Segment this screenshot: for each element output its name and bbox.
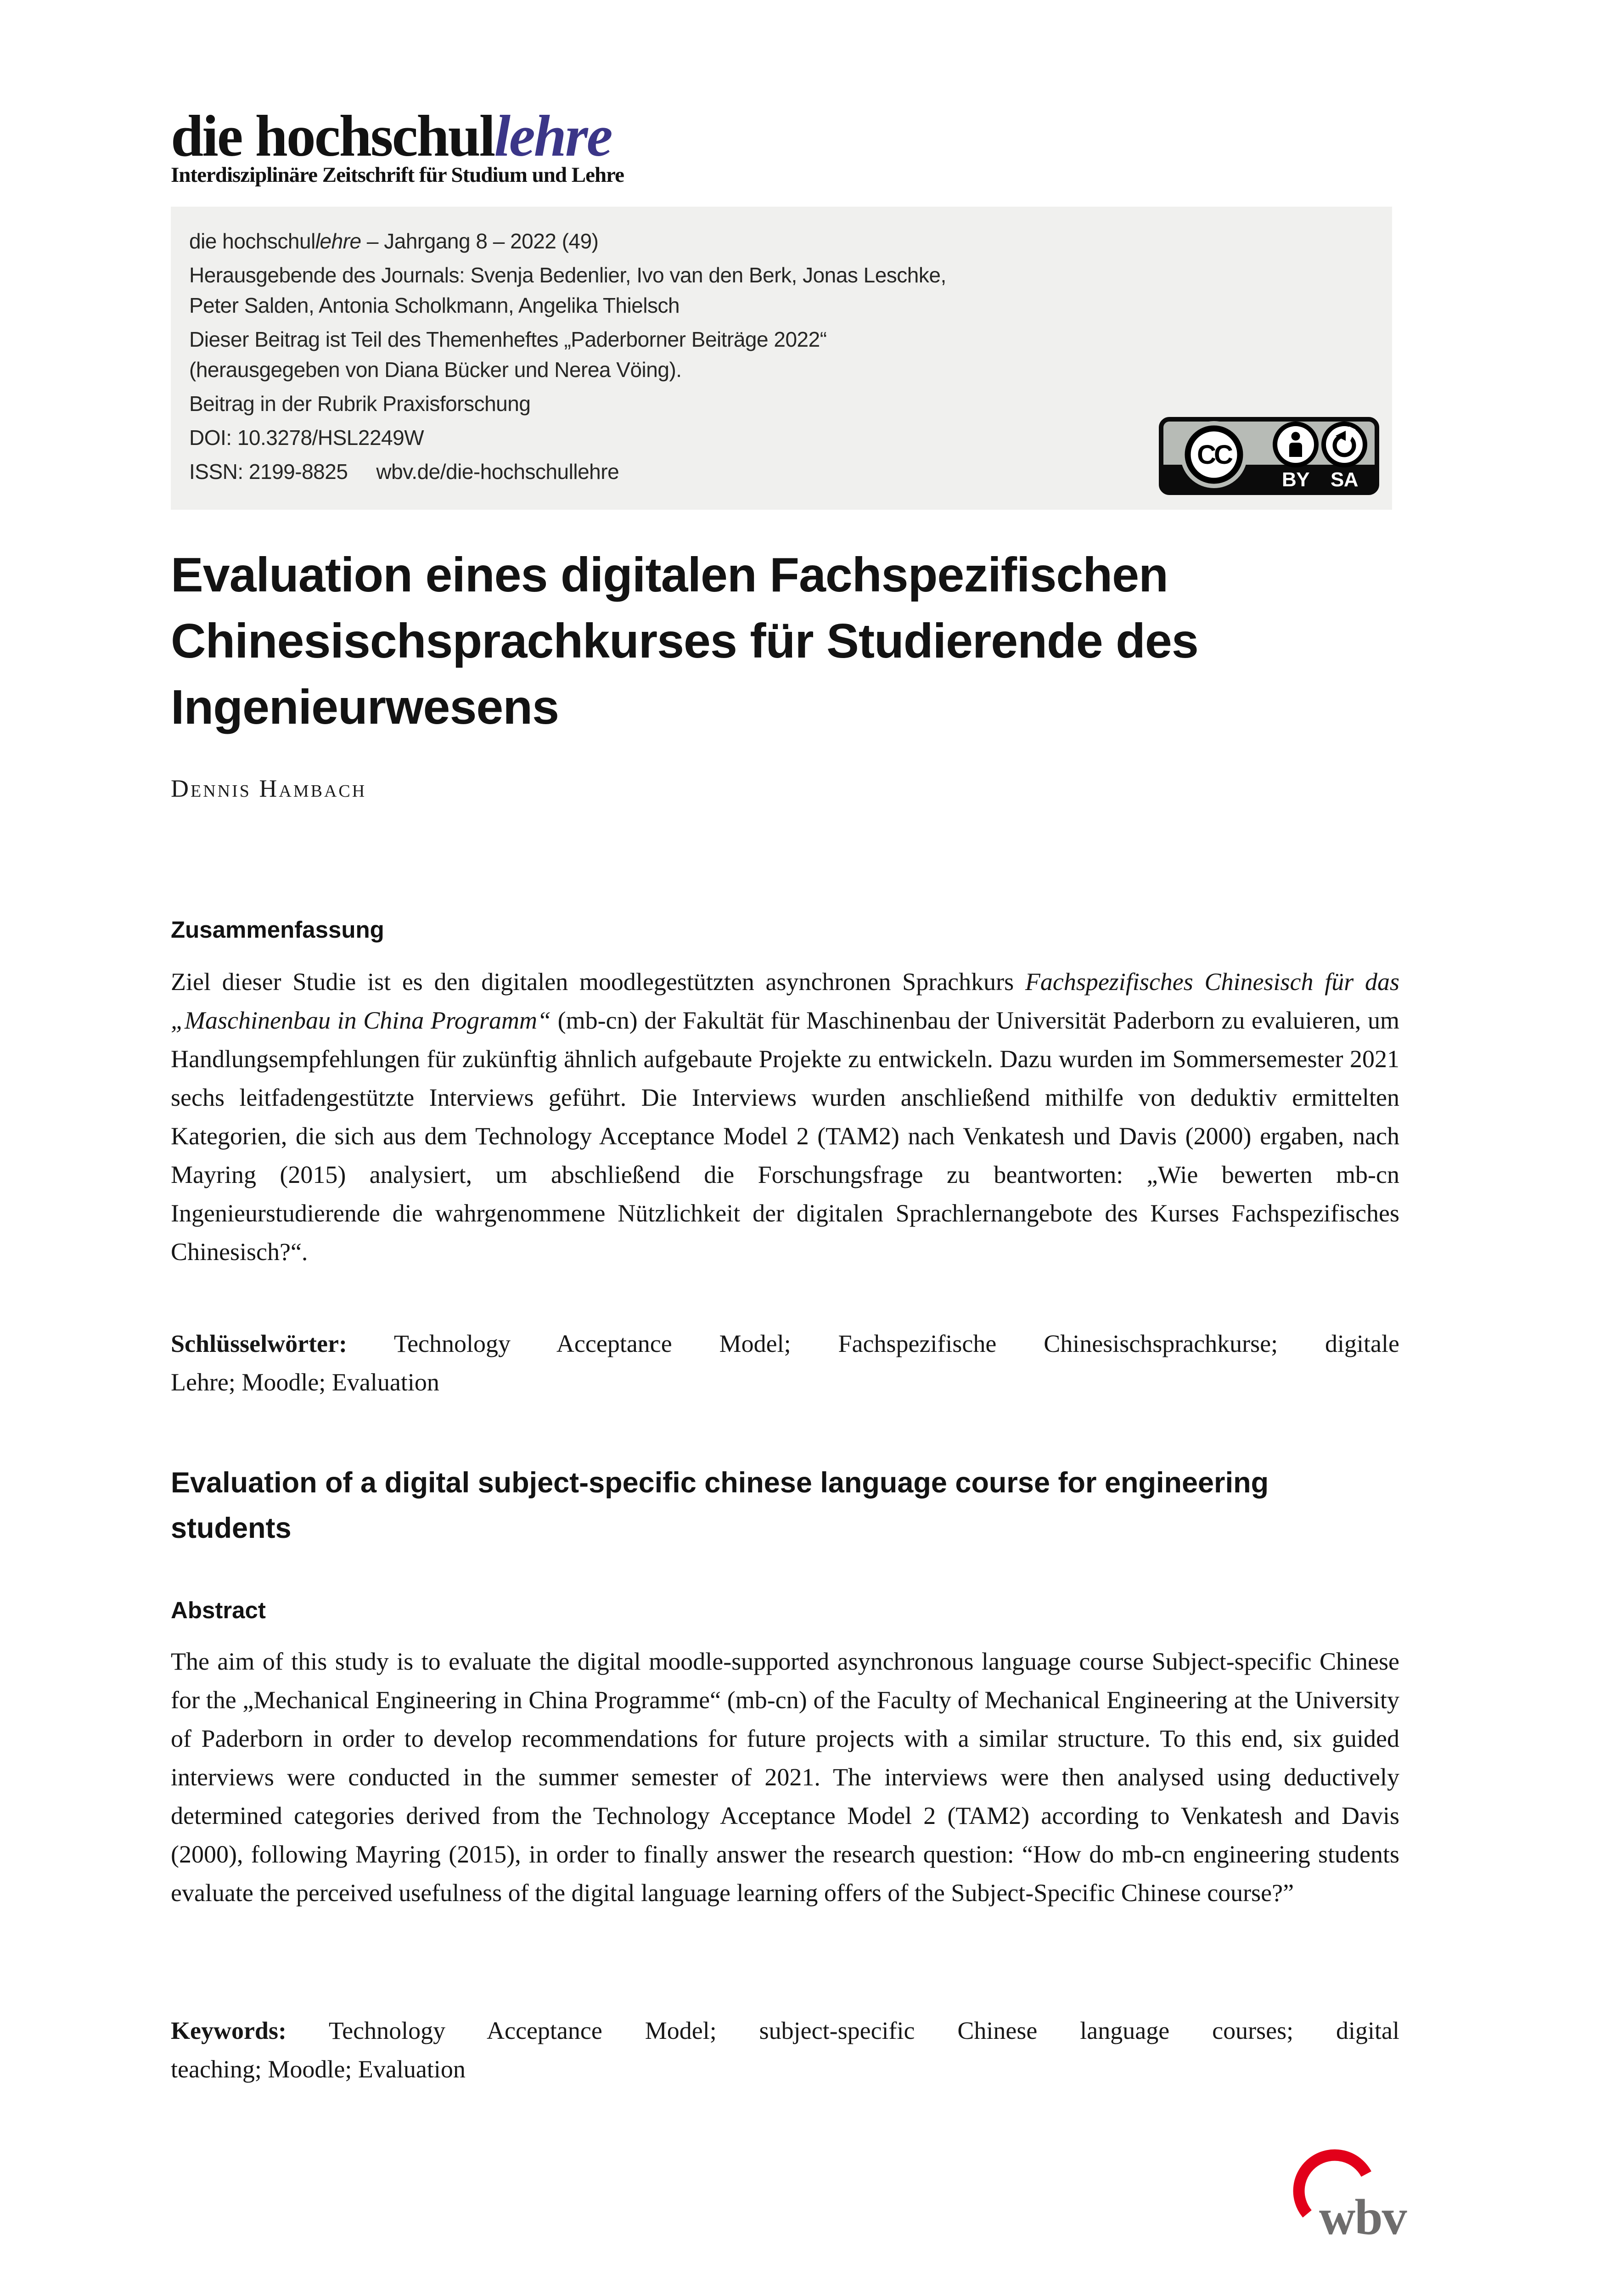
meta-box xyxy=(171,207,1392,510)
wbv-logo xyxy=(1283,2147,1412,2243)
author-name: Dennis Hambach xyxy=(171,775,367,802)
cc-logo-icon xyxy=(1184,424,1244,485)
keywords-de-line2: Lehre; Moodle; Evaluation xyxy=(171,1368,439,1396)
keywords-en-line1: Keywords: Technology Acceptance Model; subject-specific Chinese language courses; digital xyxy=(171,2017,1399,2044)
logo-wordmark-accent: lehre xyxy=(494,103,612,169)
keywords-en-line2: teaching; Moodle; Evaluation xyxy=(171,2055,466,2083)
logo-subtitle: Interdisziplinäre Zeitschrift für Studium und Lehre xyxy=(171,163,624,187)
issue-line: die hochschullehre – Jahrgang 8 – 2022 (49) xyxy=(189,229,599,253)
wbv-wordmark: wbv xyxy=(1319,2189,1406,2243)
logo-wordmark xyxy=(171,103,624,169)
cc-sa-icon xyxy=(1324,424,1365,465)
editors-line: Herausgebende des Journals: Svenja Bedenlier, Ivo van den Berk, Jonas Leschke, Peter Salden, Antonia Scholkmann, Angelika Thielsch xyxy=(189,263,946,317)
keywords-en xyxy=(171,2011,1399,2088)
abstract-de: Ziel dieser Studie ist es den digitalen moodlegestützten asynchronen Sprachkurs Fachspezifisches Chinesisch für das „Maschinenbau in China Programm“ (mb-cn) der Fakultät für Maschinenbau der Universität Paderborn zu evaluieren, um Handlungsempfehlungen für zukünftig ähnlich aufgebaute Projekte zu entwickeln. Dazu wurden im Sommersemester 2021 sechs leitfadengestützte Interviews geführt. Die Interviews wurden anschließend mithilfe von deduktiv ermittelten Kategorien, die sich aus dem Technology Acceptance Model 2 (TAM2) nach Venkatesh und Davis (2000) ergaben, nach Mayring (2015) analysiert, um abschließend die Forschungsfrage zu beantworten: „Wie bewerten mb-cn Ingenieurstudierende die wahrgenommene Nützlichkeit der digitalen Sprachlernangebote des Kurses Fachspezifisches Chinesisch?“. xyxy=(171,968,1399,1266)
rubric-line: Beitrag in der Rubrik Praxisforschung xyxy=(189,392,531,416)
heading-zusammenfassung: Zusammenfassung xyxy=(171,917,384,943)
article-title-de: Evaluation eines digitalen Fachspezifischen Chinesischsprachkurses für Studierende des Ingenieurwesens xyxy=(171,548,1198,734)
website-link[interactable]: wbv.de/die-hochschullehre xyxy=(376,460,619,484)
cc-license-badge xyxy=(1159,417,1379,495)
heading-abstract: Abstract xyxy=(171,1597,266,1623)
svg-text:CC: CC xyxy=(1197,440,1231,470)
keywords-de xyxy=(171,1324,1399,1401)
article-title-en: Evaluation of a digital subject-specific chinese language course for engineering students xyxy=(171,1467,1269,1544)
cc-by-label: BY xyxy=(1281,468,1310,491)
theme-line: Dieser Beitrag ist Teil des Themenheftes „Paderborner Beiträge 2022“ (herausgegeben von Diana Bücker und Nerea Vöing). xyxy=(189,327,827,382)
abstract-en: The aim of this study is to evaluate the digital moodle-supported asynchronous language course Subject-specific Chinese for the „Mechanical Engineering in China Programme“ (mb-cn) of the Faculty of Mechanical Engineering at the University of Paderborn in order to develop recommendations for future projects with a similar structure. To this end, six guided interviews were conducted in the summer semester of 2021. The interviews were then analysed using deductively determined categories derived from the Technology Acceptance Model 2 (TAM2) according to Venkatesh and Davis (2000), following Mayring (2015), in order to finally answer the research question: “How do mb-cn engineering students evaluate the perceived usefulness of the digital language learning offers of the Subject-Specific Chinese course?” xyxy=(171,1648,1399,1907)
logo-wordmark-black: die hochschul xyxy=(171,103,494,169)
journal-logo xyxy=(171,103,624,187)
issn-value: ISSN: 2199-8825 xyxy=(189,460,348,484)
doi-line: DOI: 10.3278/HSL2249W xyxy=(189,426,424,450)
keywords-de-line1: Schlüsselwörter: Technology Acceptance Model; Fachspezifische Chinesischsprachkurse; digitale xyxy=(171,1330,1399,1357)
cc-by-icon xyxy=(1275,424,1316,465)
cc-sa-label: SA xyxy=(1330,468,1359,491)
